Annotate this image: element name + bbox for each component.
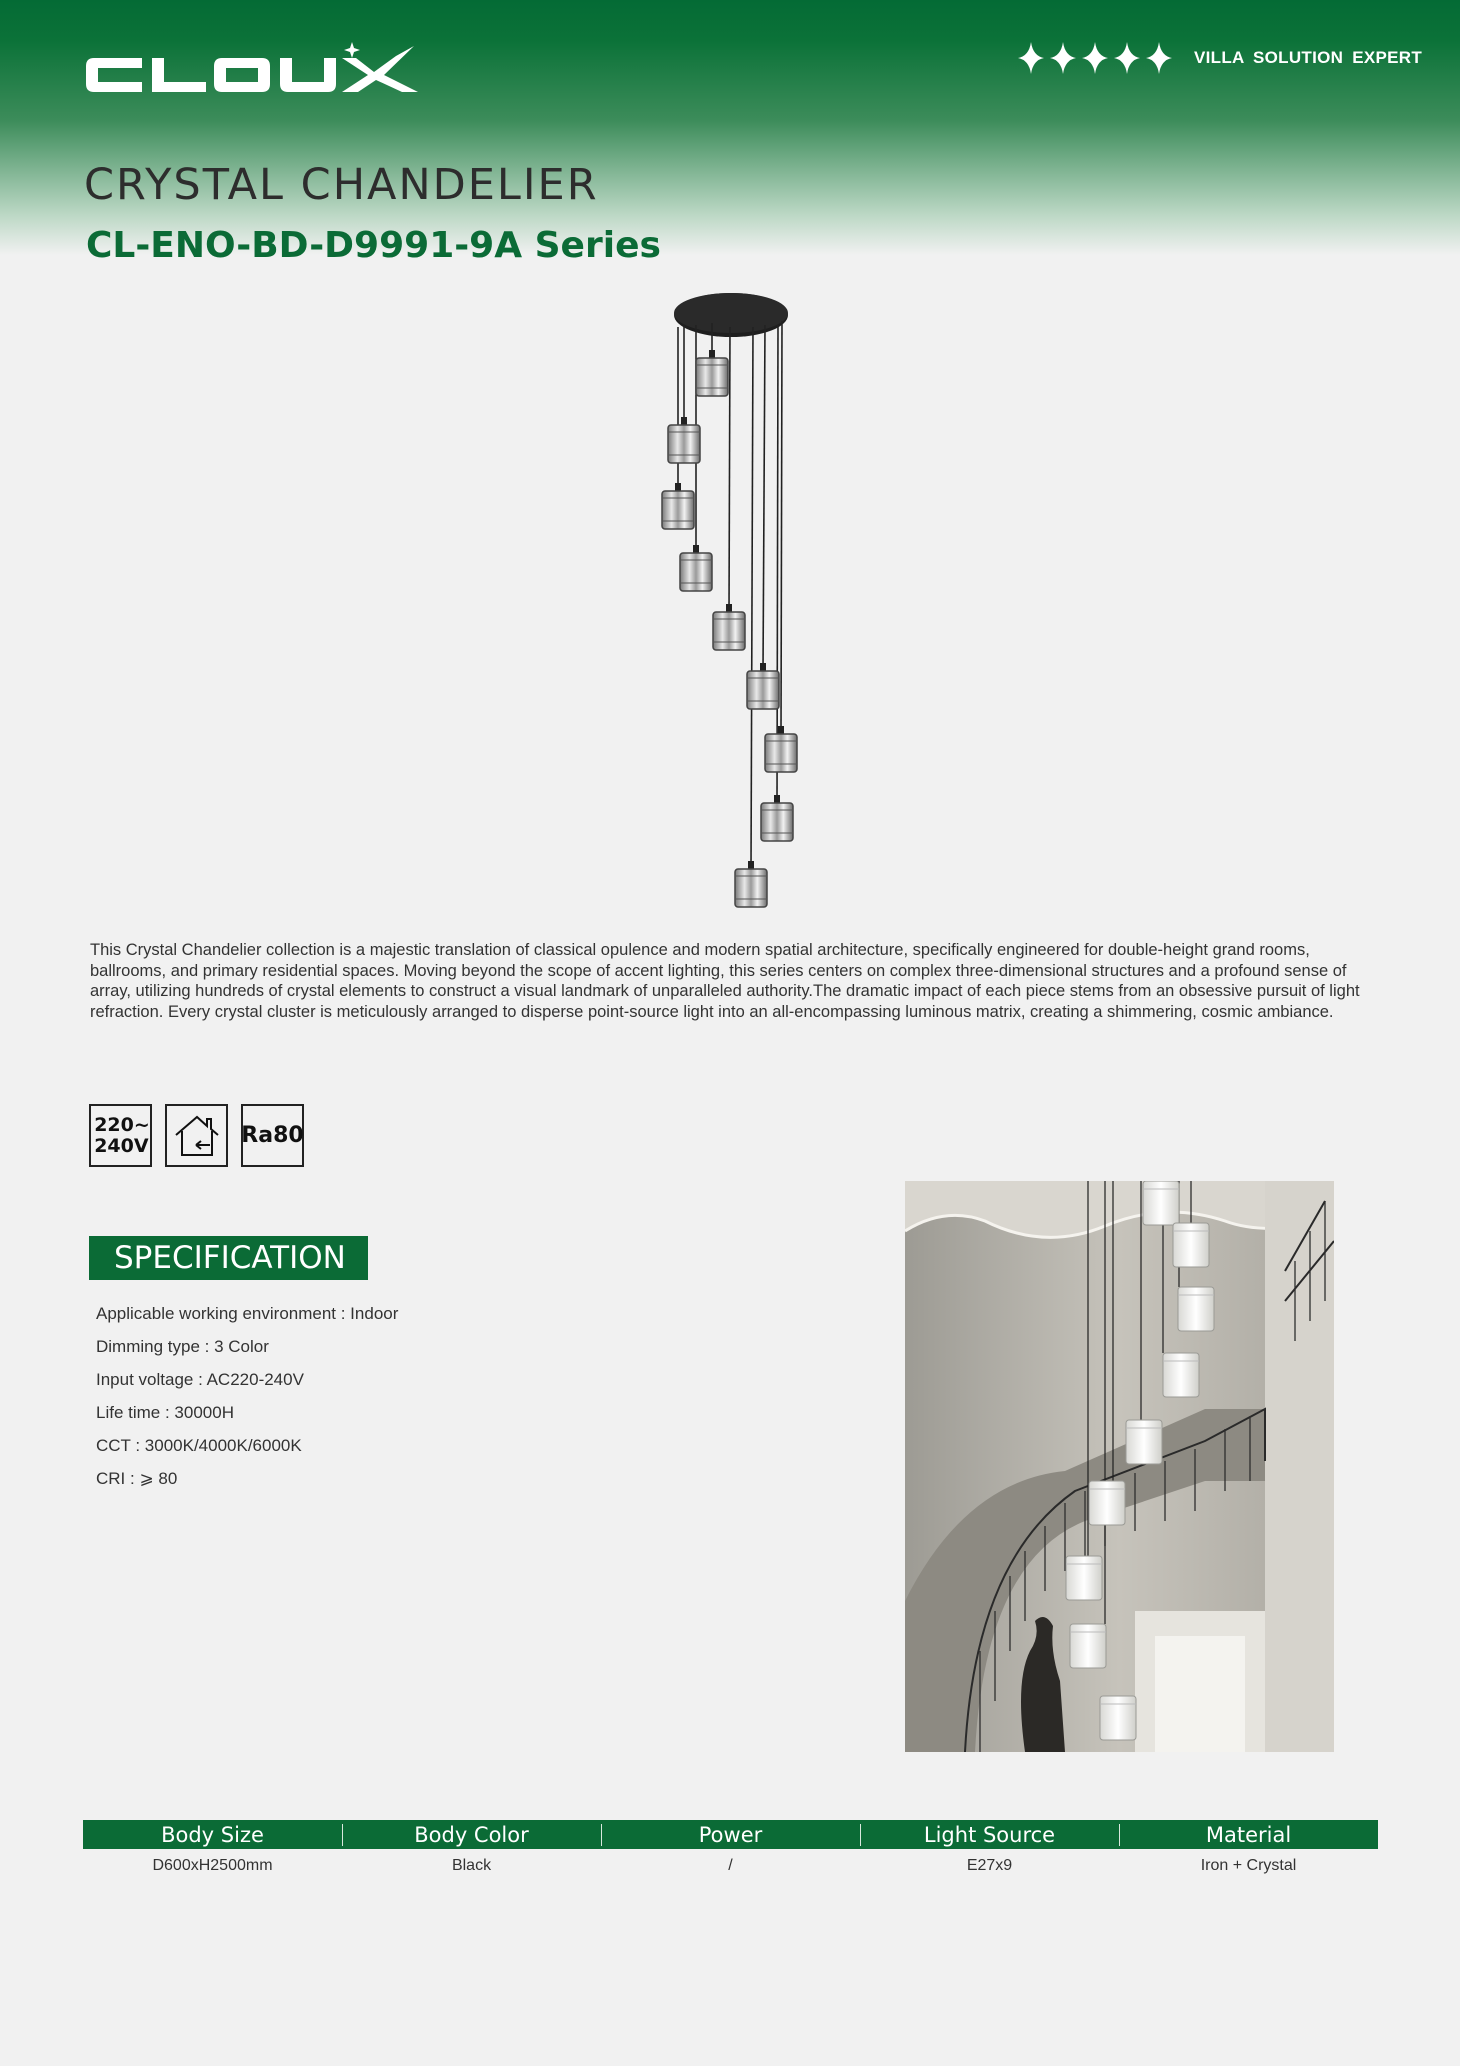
product-description: This Crystal Chandelier collection is a majestic translation of classical opulence and modern spatial architecture, specifically engineered for double-height grand rooms, ballrooms, and primary residential spaces. Moving beyond the scope of accent lighting, this series centers on complex three-dimensional structures and a profound sense of array, utilizing hundreds of crystal elements to construct a visual landmark of unparalleled authority.The dramatic impact of each piece stems from an obsessive pursuit of light refraction. Every crystal cluster is meticulously arranged to disperse point-source light into an all-encompassing luminous matrix, creating a shimmering, cosmic ambiance. <box>90 941 1360 1021</box>
cri-label: Ra80 <box>241 1123 304 1148</box>
product-image <box>650 285 810 925</box>
feature-icons <box>89 1104 304 1167</box>
cri-icon <box>241 1104 304 1167</box>
header-power: Power <box>601 1820 860 1849</box>
product-series: CL-ENO-BD-D9991-9A Series <box>86 225 661 266</box>
spec-item: Input voltage : AC220-240V <box>96 1370 304 1389</box>
cell-body-color: Black <box>451 1857 492 1874</box>
specification-list <box>96 1302 398 1500</box>
spec-table <box>83 1820 1378 1883</box>
voltage-line-2: 240V <box>94 1134 149 1157</box>
brand-tagline: VILLA SOLUTION EXPERT <box>1194 48 1423 67</box>
spec-item: Life time : 30000H <box>96 1403 234 1422</box>
cell-material: Iron + Crystal <box>1200 1857 1297 1874</box>
specification-heading: SPECIFICATION <box>89 1236 368 1280</box>
cell-body-size: D600xH2500mm <box>152 1857 273 1874</box>
cell-power: / <box>728 1857 733 1874</box>
product-title: CRYSTAL CHANDELIER <box>84 160 599 210</box>
table-row <box>83 1849 1378 1883</box>
header-band <box>0 0 1460 260</box>
cloux-logo <box>84 40 436 106</box>
voltage-icon <box>89 1104 152 1167</box>
cell-light-source: E27x9 <box>966 1857 1013 1874</box>
house-indoor-icon <box>165 1104 228 1167</box>
spec-item: CRI : ⩾ 80 <box>96 1469 178 1488</box>
star-icon <box>1144 40 1174 76</box>
rating-stars <box>1016 40 1174 80</box>
spec-table-header <box>83 1820 1378 1849</box>
spec-item: Applicable working environment : Indoor <box>96 1304 399 1323</box>
spec-item: CCT : 3000K/4000K/6000K <box>96 1436 302 1455</box>
header-body-color: Body Color <box>342 1820 601 1849</box>
star-icon <box>1080 40 1110 76</box>
scene-image <box>905 1181 1334 1752</box>
spec-item: Dimming type : 3 Color <box>96 1337 269 1356</box>
voltage-line-1: 220~ <box>94 1113 150 1136</box>
star-icon <box>1048 40 1078 76</box>
header-body-size: Body Size <box>161 1823 264 1847</box>
header-material: Material <box>1119 1820 1378 1849</box>
star-icon <box>1016 40 1046 76</box>
header-light-source: Light Source <box>860 1820 1119 1849</box>
star-icon <box>1112 40 1142 76</box>
